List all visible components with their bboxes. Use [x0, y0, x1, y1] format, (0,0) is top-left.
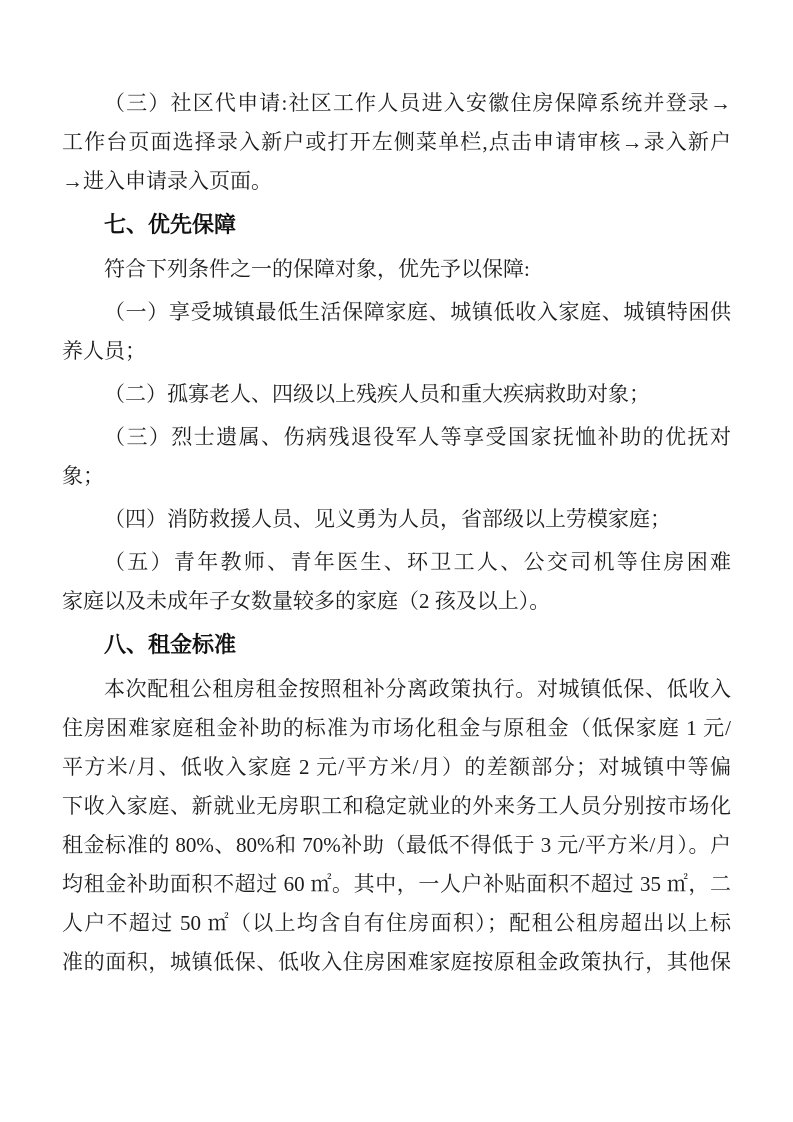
heading-section-8: 八、租金标准 [104, 632, 237, 657]
text-line: 工作台页面选择录入新户或打开左侧菜单栏,点击申请审核→录入新户 [62, 130, 731, 154]
text-line: 象； [62, 464, 104, 488]
text-line: 本次配租公租房租金按照租补分离政策执行。对城镇低保、低收入 [104, 677, 731, 701]
text-line: 住房困难家庭租金补助的标准为市场化租金与原租金（低保家庭 1 元/ [62, 716, 731, 740]
text-line: （三）烈士遗属、伤病残退役军人等享受国家抚恤补助的优抚对 [104, 425, 731, 449]
heading-section-7: 七、优先保障 [104, 212, 237, 237]
text-line: （三）社区代申请:社区工作人员进入安徽住房保障系统并登录→ [104, 91, 731, 115]
para-priority-intro [62, 250, 731, 289]
text-line: 平方米/月、低收入家庭 2 元/平方米/月）的差额部分；对城镇中等偏 [62, 755, 731, 779]
text-line: 人户不超过 50 ㎡（以上均含自有住房面积）；配租公租房超出以上标 [62, 911, 731, 935]
para-priority-item-1 [62, 293, 731, 371]
text-line: （四）消防救援人员、见义勇为人员，省部级以上劳模家庭； [104, 507, 671, 531]
text-line: （二）孤寡老人、四级以上残疾人员和重大疾病救助对象； [104, 382, 650, 406]
text-line: 符合下列条件之一的保障对象，优先予以保障: [104, 257, 530, 281]
text-line: →进入申请录入页面。 [62, 169, 272, 193]
text-line: 下收入家庭、新就业无房职工和稳定就业的外来务工人员分别按市场化 [62, 794, 731, 818]
para-community-apply [62, 84, 731, 201]
para-rent-standard [62, 670, 731, 982]
para-priority-item-3 [62, 418, 731, 496]
text-line: （五）青年教师、青年医生、环卫工人、公交司机等住房困难 [104, 550, 731, 574]
text-line: 租金标准的 80%、80%和 70%补助（最低不得低于 3 元/平方米/月）。户 [62, 833, 731, 857]
document-body [62, 84, 731, 982]
para-priority-item-2 [62, 375, 731, 414]
text-line: 养人员； [62, 339, 146, 363]
text-line: 均租金补助面积不超过 60 ㎡。其中，一人户补贴面积不超过 35 ㎡，二 [62, 872, 731, 896]
text-line: （一）享受城镇最低生活保障家庭、城镇低收入家庭、城镇特困供 [104, 300, 731, 324]
para-priority-item-4 [62, 500, 731, 539]
para-priority-item-5 [62, 543, 731, 621]
text-line: 准的面积，城镇低保、低收入住房困难家庭按原租金政策执行，其他保 [62, 950, 731, 974]
text-line: 家庭以及未成年子女数量较多的家庭（2 孩及以上）。 [62, 589, 551, 613]
